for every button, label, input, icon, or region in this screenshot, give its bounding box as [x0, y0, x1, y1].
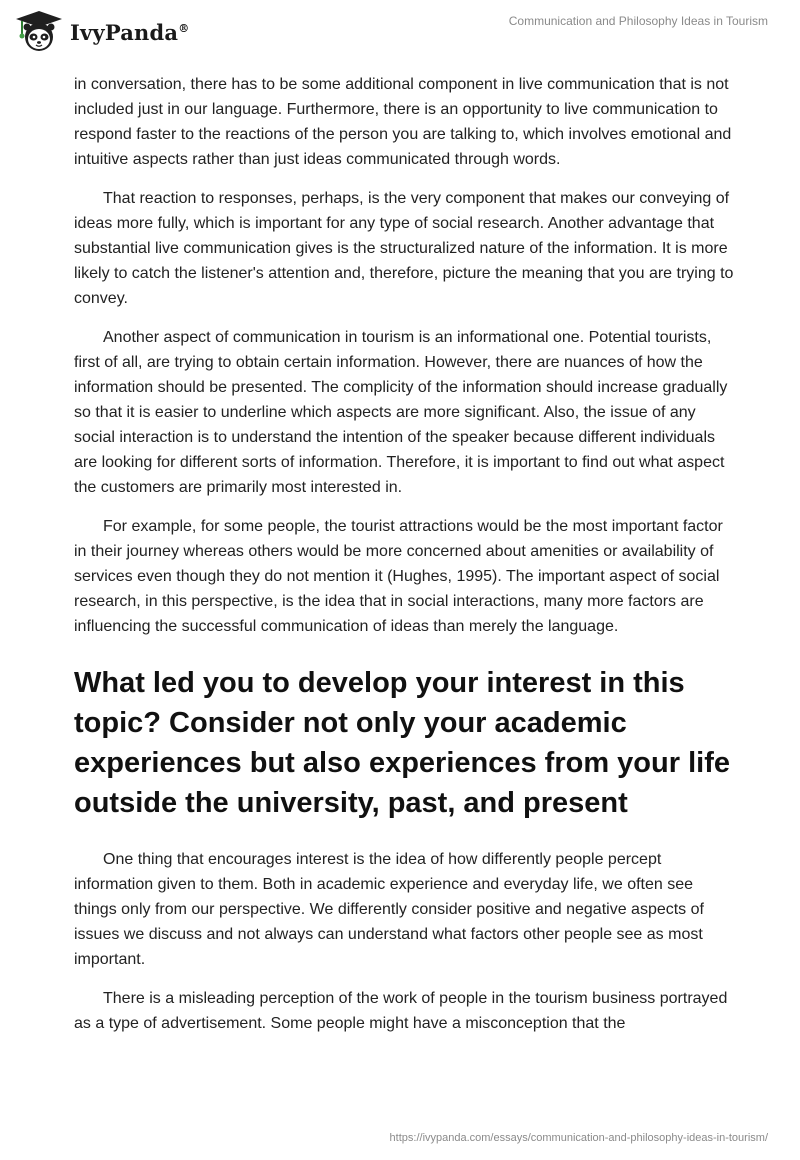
paragraph: That reaction to responses, perhaps, is the very component that makes our conveying of ideas more fully, which is important for any type of social research. Another advantage that substantial live communication gives is the structuralized nature of the information. It is more likely to catch the listener's attention and, therefore, picture the meaning that you are trying to convey. — [74, 190, 734, 307]
source-url[interactable]: https://ivypanda.com/essays/communication-and-philosophy-ideas-in-tourism/ — [389, 1132, 768, 1144]
panda-graduate-icon — [14, 9, 64, 55]
article-body — [74, 72, 734, 1050]
section-heading: What led you to develop your interest in this topic? Consider not only your academic experiences but also experiences from your life outside the university, past, and present — [74, 667, 730, 819]
paragraph: There is a misleading perception of the work of people in the tourism business portrayed as a type of advertisement. Some people might have a misconception that the — [74, 990, 728, 1032]
page-header — [0, 0, 800, 62]
paragraph: One thing that encourages interest is the idea of how differently people percept information given to them. Both in academic experience and everyday life, we often see things only from our perspective. We differently consider positive and negative aspects of issues we discuss and not always can understand what factors other people see as most important. — [74, 851, 704, 968]
logo-text: IvyPanda® — [70, 19, 190, 45]
paragraph: For example, for some people, the tourist attractions would be the most important factor in their journey whereas others would be more concerned about amenities or availability of services even though they do not mention it (Hughes, 1995). The important aspect of social research, in this perspective, is the idea that in social interactions, many more factors are influencing the successful communication of ideas than merely the language. — [74, 518, 723, 635]
document-title: Communication and Philosophy Ideas in Tourism — [508, 14, 768, 28]
paragraph: in conversation, there has to be some additional component in live communication that is not included just in our language. Furthermore, there is an opportunity to live communication to respond faster to the reactions of the person you are talking to, which involves emotional and intuitive aspects rather than just ideas communicated through words. — [74, 76, 732, 168]
paragraph: Another aspect of communication in tourism is an informational one. Potential tourists, first of all, are trying to obtain certain information. However, there are nuances of how the information should be presented. The complicity of the information should increase gradually so that it is easier to underline which aspects are more significant. Also, the issue of any social interaction is to understand the intention of the speaker because different individuals are looking for different sorts of information. Therefore, it is important to find out what aspect the customers are primarily most interested in. — [74, 329, 728, 496]
ivypanda-logo[interactable] — [14, 8, 189, 56]
